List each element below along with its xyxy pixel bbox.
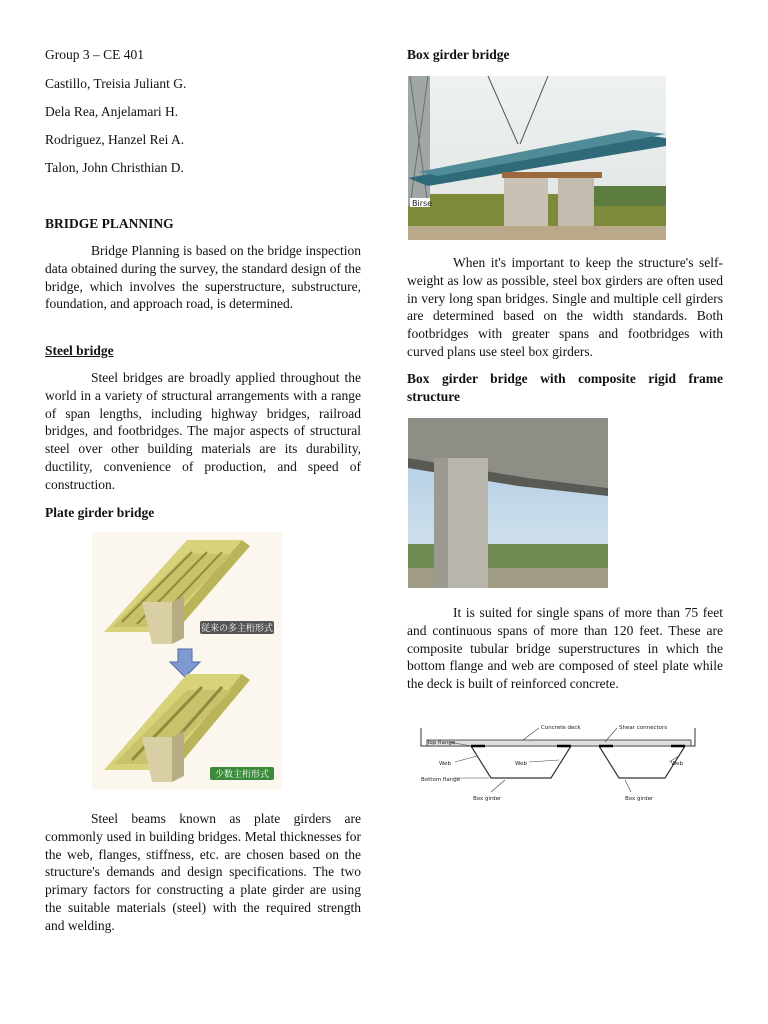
label-box-girder-right: Box girder <box>625 796 654 802</box>
box-girder-cross-section <box>419 720 709 804</box>
plate-label-top: 従来の多主桁形式 <box>200 624 274 634</box>
plate-girder-figure <box>92 532 282 790</box>
composite-heading: Box girder bridge with composite rigid frame structure <box>407 371 723 404</box>
steel-bridge-heading: Steel bridge <box>45 343 114 358</box>
photo-tag: Birse <box>412 199 433 208</box>
author-3: Rodriguez, Hanzel Rei A. <box>45 132 185 147</box>
label-top-flange: Top flange <box>427 740 456 746</box>
box-girder-paragraph: When it's important to keep the structure's self-weight as low as possible, steel box girders are often used in very long span bridges. Single and multiple cell girders are determined based on the width standards. Both footbridges with greater spans and footbridges with curved plans use steel box girders. <box>407 255 723 359</box>
group-label: Group 3 – CE 401 <box>45 47 144 62</box>
section-title: BRIDGE PLANNING <box>45 216 174 231</box>
label-web-left: Web <box>439 761 451 767</box>
composite-frame-photo <box>408 418 608 588</box>
composite-paragraph: It is suited for single spans of more than 75 feet and continuous spans of more than 120 feet. These are composite tubular bridge superstructures in which the bottom flange and web are composed of steel plate while the deck is built of reinforced concrete. <box>407 605 723 692</box>
author-2: Dela Rea, Anjelamari H. <box>45 104 179 119</box>
box-girder-heading: Box girder bridge <box>407 47 510 62</box>
label-web-right: Web <box>671 761 683 767</box>
author-4: Talon, John Christhian D. <box>45 160 184 175</box>
label-box-girder-left: Box girder <box>473 796 502 802</box>
label-bottom-flange: Bottom flange <box>421 777 461 783</box>
label-shear-connectors: Shear connectors <box>619 725 668 731</box>
box-girder-photo <box>408 76 666 240</box>
plate-girder-heading: Plate girder bridge <box>45 505 155 520</box>
plate-girder-paragraph: Steel beams known as plate girders are commonly used in building bridges. Metal thicknesses for the web, flanges, stiffness, etc. are chosen based on the structure's demands and design specifications. The two primary factors for constructing a plate girder are using the suitable materials (steel) with the required strength and welding. <box>45 811 361 933</box>
plate-label-bottom: 少数主桁形式 <box>214 770 270 780</box>
label-web-mid: Web <box>515 761 527 767</box>
label-concrete-deck: Concrete deck <box>541 725 581 731</box>
author-1: Castillo, Treisia Juliant G. <box>45 76 187 91</box>
intro-paragraph: Bridge Planning is based on the bridge inspection data obtained during the survey, the standard design of the bridge, which involves the superstructure, substructure, foundation, and approach road, is determined. <box>45 243 361 312</box>
steel-bridge-paragraph: Steel bridges are broadly applied throughout the world in a variety of structural arrangements with a range of span lengths, including highway bridges, railroad bridges, and footbridges. The major aspects of structural steel over other building materials are its durability, ductility, convenience of production, and speed of construction. <box>45 370 361 492</box>
